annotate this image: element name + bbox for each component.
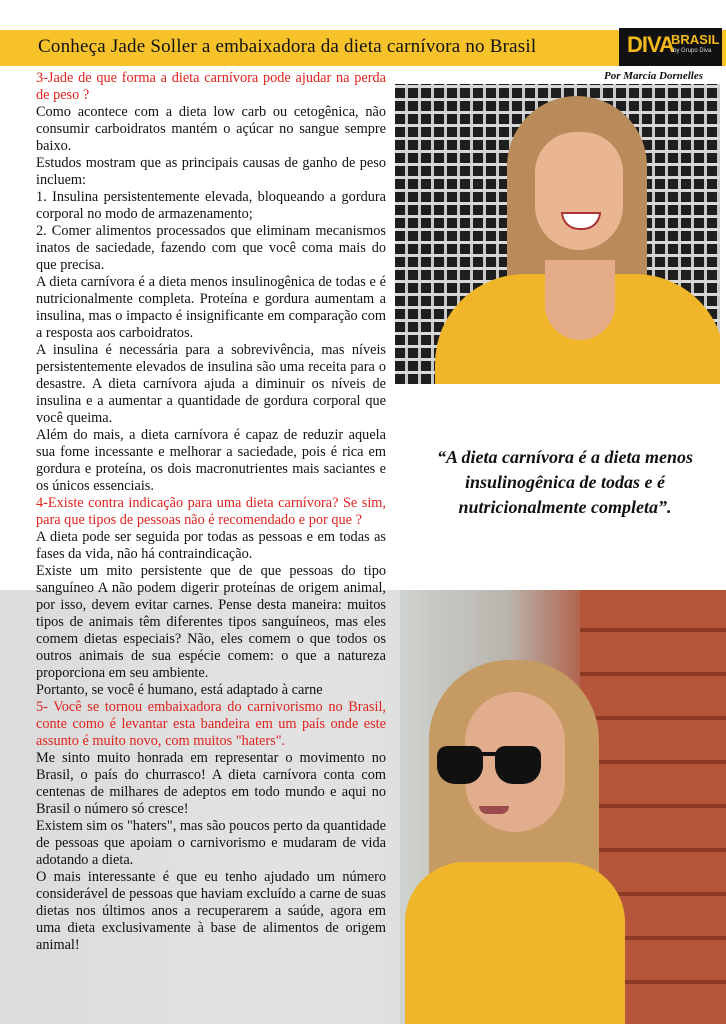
logo-main-text: DIVA <box>627 32 674 57</box>
answer-4-paragraph: Portanto, se você é humano, está adaptado à carne <box>36 682 323 698</box>
question-4: 4-Existe contra indicação para uma dieta carnívora? Se sim, para que tipos de pessoas não é recomendado e por que ? <box>36 495 386 528</box>
lips-shape <box>479 806 509 814</box>
logo-tagline: by Grupo Diva <box>673 48 712 54</box>
logo-accent-text: BRASIL <box>671 32 720 47</box>
sunglasses-lens-right <box>495 746 541 784</box>
pull-quote: “A dieta carnívora é a dieta menos insulinogênica de todas e é nutricionalmente completa”. <box>437 447 693 517</box>
author-byline: Por Marcia Dornelles <box>604 70 703 82</box>
answer-5-paragraph: O mais interessante é que eu tenho ajudado um número considerável de pessoas que haviam excluído a carne de suas dietas nos últimos anos a recuperarem a saúde, agora em uma dieta exclusivamente à base de alimentos de origem animal! <box>36 869 386 953</box>
question-3: 3-Jade de que forma a dieta carnívora pode ajudar na perda de peso ? <box>36 70 386 103</box>
question-5: 5- Você se tornou embaixadora do carnivorismo no Brasil, conte como é levantar esta bandeira em um país onde este assunto é muito novo, com muitos "haters". <box>36 699 386 749</box>
face-shape <box>535 132 623 250</box>
answer-5-paragraph: Me sinto muito honrada em representar o movimento no Brasil, o país do churrasco! A dieta carnívora conta com centenas de milhares de adeptos em todo mundo e aqui no Brasil o número só cresce! <box>36 750 386 817</box>
answer-4-paragraph: A dieta pode ser seguida por todas as pessoas e em todas as fases da vida, não há contraindicação. <box>36 529 386 562</box>
portrait-photo-sunglasses <box>395 612 635 1024</box>
answer-5-paragraph: Existem sim os "haters", mas são poucos perto da quantidade de pessoas que apoiam o carnivorismo e mudaram de vida adotando a dieta. <box>36 818 386 868</box>
sunglasses-lens-left <box>437 746 483 784</box>
answer-3-paragraph: Como acontece com a dieta low carb ou cetogênica, não consumir carboidratos mantém o açúcar no sangue sempre baixo. <box>36 104 386 154</box>
yellow-jacket <box>405 862 625 1024</box>
answer-3-list-item: 2. Comer alimentos processados que eliminam mecanismos inatos de saciedade, fazendo com que você coma mais do que precisa. <box>36 223 386 273</box>
answer-3-paragraph: Além do mais, a dieta carnívora é capaz de reduzir aquela sua fome incessante e melhorar a saciedade, pois é rica em gordura e proteína, os dois macronutrientes mais saciantes e os únicos essenciais. <box>36 427 386 494</box>
answer-3-list-item: 1. Insulina persistentemente elevada, bloqueando a gordura corporal no modo de armazenamento; <box>36 189 386 222</box>
page-title: Conheça Jade Soller a embaixadora da dieta carnívora no Brasil <box>38 36 537 57</box>
article-body <box>36 70 386 954</box>
portrait-photo-smiling <box>395 84 720 384</box>
answer-3-paragraph: A dieta carnívora é a dieta menos insulinogênica de todas e é nutricionalmente completa. Proteína e gordura aumentam a insulina, mas o impacto é insignificante em comparação com a resposta aos carboidratos. <box>36 274 386 341</box>
answer-3-paragraph: A insulina é necessária para a sobrevivência, mas níveis persistentemente elevados de insulina são uma receita para o desastre. A dieta carnívora ajuda a diminuir os níveis de insulina e a aumentar a quantidade de gordura corporal que você queima. <box>36 342 386 426</box>
neckline <box>545 260 615 340</box>
sunglasses-bridge <box>481 752 497 756</box>
answer-3-paragraph: Estudos mostram que as principais causas de ganho de peso incluem: <box>36 155 386 188</box>
answer-4-paragraph: Existe um mito persistente que de que pessoas do tipo sanguíneo A não podem digerir proteínas de origem animal, por isso, devem evitar carnes. Pense desta maneira: muitos tipos de animais têm diferentes tipos sanguíneos, mas eles comem dietas especiais? Não, eles comem o que todos os outros animais de sua espécie comem: o que a natureza proporciona em seu ambiente. <box>36 563 386 681</box>
diva-brasil-logo <box>619 28 722 66</box>
